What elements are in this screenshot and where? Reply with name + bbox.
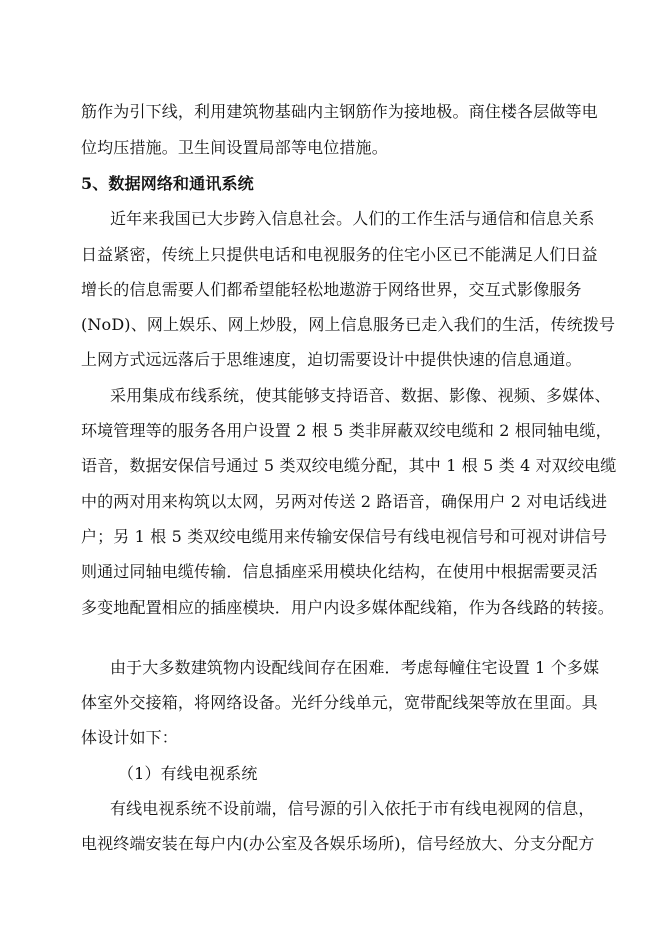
paragraph-line-18: 有线电视系统不设前端，信号源的引入依托于市有线电视网的信息， <box>110 799 595 818</box>
paragraph-line-19: 电视终端安装在每户内(办公室及各娱乐场所)，信号经放大、分支分配方 <box>81 834 595 853</box>
paragraph-line-7: 上网方式远远落后于思维速度，迫切需要设计中提供快速的信息通道。 <box>81 350 582 369</box>
paragraph-line-1: 筋作为引下线，利用建筑物基础内主钢筋作为接地极。商住楼各层做等电 <box>81 102 598 121</box>
paragraph-line-10: 语音，数据安保信号通过 5 类双绞电缆分配，其中 1 根 5 类 4 对双绞电缆 <box>81 456 617 475</box>
paragraph-line-3: 近年来我国已大步跨入信息社会。人们的工作生活与通信和信息关系 <box>110 209 595 228</box>
paragraph-line-9: 环境管理等的服务各用户设置 2 根 5 类非屏蔽双绞电缆和 2 根同轴电缆， <box>81 421 612 440</box>
paragraph-line-4: 日益紧密，传统上只提供电话和电视服务的住宅小区已不能满足人们日益 <box>81 245 598 264</box>
paragraph-line-8: 采用集成布线系统，使其能够支持语音、数据、影像、视频、多媒体、 <box>110 386 611 405</box>
paragraph-line-12: 户；另 1 根 5 类双绞电缆用来传输安保信号有线电视信号和可视对讲信号 <box>81 527 608 546</box>
paragraph-line-5: 增长的信息需要人们都希望能轻松地遨游于网络世界，交互式影像服务 <box>81 280 582 299</box>
paragraph-line-11: 中的两对用来构筑以太网，另两对传送 2 路语音，确保用户 2 对电话线进 <box>81 492 608 511</box>
paragraph-line-17: 体设计如下： <box>81 728 178 747</box>
paragraph-line-15: 由于大多数建筑物内设配线间存在困难．考虑每幢住宅设置 1 个多媒 <box>110 658 600 677</box>
paragraph-line-16: 体室外交接箱，将网络设备。光纤分线单元，宽带配线架等放在里面。具 <box>81 693 598 712</box>
paragraph-line-13: 则通过同轴电缆传输．信息插座采用模块化结构，在使用中根据需要灵活 <box>81 562 598 581</box>
paragraph-line-2: 位均压措施。卫生间设置局部等电位措施。 <box>81 138 388 157</box>
paragraph-line-6: (NoD)、网上娱乐、网上炒股，网上信息服务已走入我们的生活，传统拨号 <box>81 315 616 334</box>
subsection-heading: （1）有线电视系统 <box>118 764 258 783</box>
section-heading: 5、数据网络和通讯系统 <box>81 174 254 193</box>
paragraph-line-14: 多变地配置相应的插座模块．用户内设多媒体配线箱，作为各线路的转接。 <box>81 598 614 617</box>
